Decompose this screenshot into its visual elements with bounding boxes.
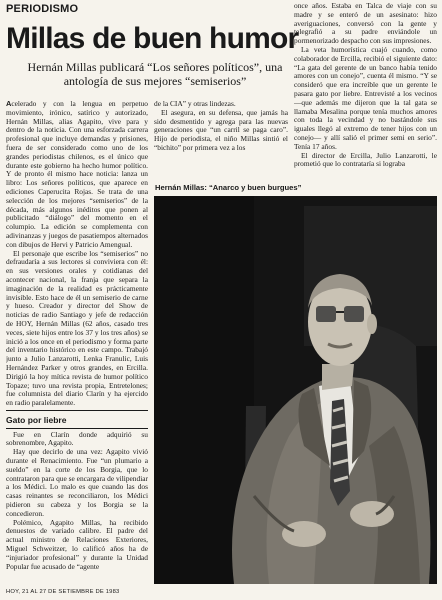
paragraph: Acelerado y con la lengua en perpetuo movimiento, irónico, satírico y autorizado, Hernán Millas, alias Agapito, vive para y dentro de la noticia. Con una esforzada carrera profesional que incluye demandas y prisiones, fuera de ser considerado como uno de los grandes periodistas chilenos, es el único que durante este gobierno ha hecho humor político. Y de pronto él mismo hace noticia: lanza un libro: Los señores políticos, que aparece en ediciones Caperucita Rojas. Se trata de una selección de los mejores “semiserios” de la década, más algunos inéditos que ponen al publicitado “diálogo” del momento en el columpio. La edición se complementa con adivinanzas y juegos de pasatiempos alternados con dibujos de Hervi y Patricio Amengual.	[6, 100, 148, 249]
paragraph: Polémico, Agapito Millas, ha recibido denuestos de variado calibre. El padre del actual ministro de Relaciones Exteriores, Miguel Schweitzer, lo calificó años ha de “injuriador profesional” y durante la Unidad Popular fue acusado de “agente	[6, 517, 148, 571]
paragraph: El director de Ercilla, Julio Lanzarotti, le prometió que lo contrataría si lograba	[294, 150, 437, 169]
article-column-3	[294, 2, 437, 192]
paragraph: de la CIA” y otras lindezas.	[154, 100, 236, 108]
divider	[6, 410, 148, 411]
article-column-1	[6, 100, 148, 588]
drop-cap: A	[6, 100, 12, 108]
paragraph: El asegura, en su defensa, que jamás ha sido desmentido y agrega para las nuevas generaciones que “un carril se paga caro”. Hijo de periodista, el niño Millas sintió el “bichito” por primera vez a los	[154, 107, 288, 152]
paragraph: once años. Estaba en Talca de viaje con su madre y se enteró de un asesinato: hizo averiguaciones, conversó con la gente y telegrafió a su padre enviándole un pormenorizado despacho con sus impresiones.	[294, 2, 437, 46]
article-column-2	[154, 100, 288, 172]
portrait-photo	[154, 196, 437, 584]
headline: Millas de buen humor	[6, 22, 299, 55]
deck-subtitle: Hernán Millas publicará “Los señores políticos”, una antología de sus mejores “semiserios”	[27, 60, 283, 88]
paragraph: Fue en Clarín donde adquirió su sobrenombre, Agapito.	[6, 429, 148, 448]
paragraph: Hay que decirlo de una vez: Agapito vivió durante el Renacimiento. Fue “un plumario a sueldo” en la corte de los Borgia, que lo contrataron para que se encargara de vilipendiar a los Médici. Lo malo es que cuando las dos casas reinantes se reconciliaron, los Médici pidieron su cabeza y los Borgia se la concedieron.	[6, 447, 148, 518]
subhead: Gato por liebre	[6, 414, 67, 425]
divider	[6, 428, 148, 429]
photo-caption: Hernán Millas: “Anarco y buen burgues”	[155, 183, 302, 192]
section-label: PERIODISMO	[6, 3, 79, 15]
page-footer: HOY, 21 AL 27 DE SETIEMBRE DE 1983	[6, 589, 120, 595]
paragraph: La veta humorística cuajó cuando, como colaborador de Ercilla, recibió el siguiente dato: “La gata del gerente de un banco había tenido amores con un conejo”, cuenta él mismo. “Y se consideró que era increíble que un gerente le pasara gato por liebre. Entrevisté a los vecinos —que además me dijeron que la tal gata se llamaba Mesalina porque tenía muchos amores con toda la vecindad y no bastándole sus iguales llegó al extremo de tener hijos con un conejo— y allí salió el primer semi en serio”. Tenía 17 años.	[294, 44, 437, 151]
paragraph: El personaje que escribe los “semiserios” no defraudaría a sus lectores si conviviera con él: en sus versiones orales y cotidianas del acontecer nacional, la franja que separa la imaginación de la realidad es prácticamente invisible. Esto hace de él un semiserio de carne y hueso. Creador y director del Show de noticias de radio Santiago y jefe de redacción de HOY, Hernán Millas (62 años, casado tres veces, siete hijos entre los 37 y los tres años) se inició a los once en el periodismo y forma parte del inventario histórico en este campo. Trabajó junto a Julio Lanzarotti, Lenka Franulic, Luis Hernández Parker y otros grandes, en Ercilla. Dirigió la hoy mítica revista de humor político Topaze; tuvo una revista propia, Entretelones; fue columnista del diario Clarín y ha ejercido en radio paralelamente.	[6, 248, 148, 408]
